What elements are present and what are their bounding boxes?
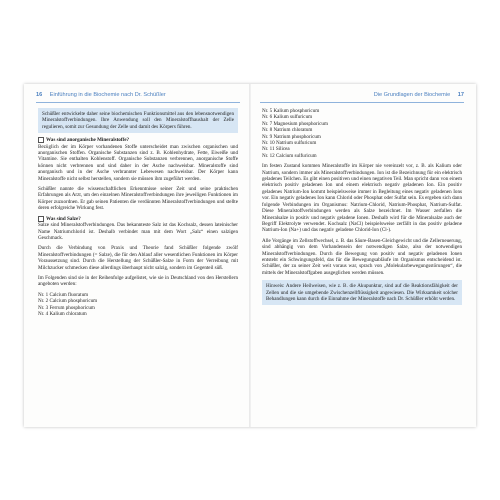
book-gutter <box>249 84 251 427</box>
right-header-rule <box>260 102 464 103</box>
list-item: Nr. 8 Natrium chloratum <box>262 127 313 134</box>
intro-box: Schüßler entwickelte daher seine biochemischen Funktionsmittel aus den lebensnotwendigen Mineralstoffverbindungen. Ihre Anwendung soll den Mineralstoffhaushalt der Zelle regulieren, somit zur Gesundung der Zelle und damit des Körpers führen. <box>38 108 238 133</box>
left-header-title: Einführung in die Biochemie nach Dr. Schüßler <box>49 92 166 98</box>
book-spread <box>24 84 476 427</box>
salt-list <box>262 108 462 159</box>
right-page-number: 17 <box>457 92 464 98</box>
right-header-title: Die Grundlagen der Biochemie <box>373 92 451 98</box>
left-page-number: 16 <box>36 92 43 98</box>
list-item: Nr. 10 Natrium sulfuricum <box>262 140 317 147</box>
list-item: Nr. 7 Magnesium phosphoricum <box>262 120 328 127</box>
list-item: Nr. 4 Kalium chloratum <box>38 310 87 317</box>
left-running-header <box>36 92 166 102</box>
left-header-rule <box>36 102 240 103</box>
salt-list <box>38 292 238 318</box>
checkbox-square-icon <box>38 137 44 143</box>
right-running-header <box>374 92 464 102</box>
checkbox-square-icon <box>38 216 44 222</box>
right-page <box>262 108 462 309</box>
list-item: Nr. 9 Natrium phosphoricum <box>262 133 321 140</box>
list-item: Nr. 6 Kalium sulfuricum <box>262 114 313 121</box>
list-item: Nr. 2 Calcium phosphoricum <box>38 298 98 305</box>
paragraph: Im Folgenden sind sie in der Reihenfolge aufgelistet, wie sie in Deutschland von den Herstellern angeboten werden: <box>38 274 238 288</box>
question-text: Was sind anorganische Mineralstoffe? <box>46 137 130 144</box>
list-item: Nr. 11 Silicea <box>262 146 290 153</box>
paragraph: Schüßler nannte die wissenschaftlichen Erkenntnisse seiner Zeit und seine praktischen Erfahrungen als Arzt, um den einzelnen Mineralstoffverbindungen ihre jeweiligen Funktionen im Körper zuzuordnen. Er gab seinen Patienten die verdünnten Mineralstoffverbindungen und stellte deren erfolgreiche Wirkung fest. <box>38 186 238 212</box>
list-item: Nr. 5 Kalium phosphoricum <box>262 108 320 114</box>
list-item: Nr. 3 Ferrum phosphoricum <box>38 304 95 311</box>
left-page <box>38 108 238 321</box>
list-item: Nr. 1 Calcium fluoratum <box>38 291 89 298</box>
paragraph: Im festen Zustand kommen Mineralstoffe im Körper nie vereinzelt vor, z. B. als Kalium oder Natrium, sondern immer als Mineralstoffverbindungen. Ion ist die Bezeichnung für ein elektrisch geladenes Teilchen. Es gibt einen positiven und einen negativen Teil. Man spricht dann von einem elektrisch positiv geladenen Ion und einem elektrisch negativ geladenen Ion. Ein positiv geladenes Natrium-Ion kommt beispielsweise immer in Begleitung eines negativ geladenen Ions vor. Ein negativ geladenes Ion kann Chlorid oder Phosphat oder Sulfat sein. Es ergeben sich dann folgende Verbindungen im Organismus: Natrium-Chlorid, Natrium-Phosphat, Natrium-Sulfat. Diese Mineralstoffverbindungen werden als Salze bezeichnet. Im Wasser zerfallen die Mineralsalze in positiv und negativ geladene Ionen. Deshalb wird für die Mineralsalze auch der Begriff Elektrolyte verwendet. Kochsalz (NaCl) beispielsweise zerfällt in das positiv geladene Natrium-Ion (Na+) und das negativ geladene Chlorid-Ion (Cl-). <box>262 163 462 234</box>
paragraph: Durch die Verbindung von Praxis und Theorie fand Schüßler folgende zwölf Mineralstoffverbindungen (= Salze), die für den Ablauf aller wesentlichen Funktionen im Körper Voraussetzung sind. Durch die Herstellung der Schüßler-Salze in Form der Verreibung mit Milchzucker schmecken diese allerdings überhaupt nicht salzig, sondern im Gegenteil süß. <box>38 245 238 271</box>
paragraph: Alle Vorgänge im Zellstoffwechsel, z. B. das Säure-Basen-Gleichgewicht und die Zellerneuerung, sind abhängig von dem Vorhandensein der notwendigen Salze, also der notwendigen Mineralstoffverbindungen. Durch die Bewegung von positiv und negativ geladenen Ionen entsteht ein Schwingungsfeld, das für die Bewegungsabläufe im Organismus entscheidend ist. Schüßler, der zu seiner Zeit weit voraus war, sprach von „Molekularbewegungsstörungen“, die mittels der Mineralstoffgaben ausgeglichen werden müssen. <box>262 237 462 276</box>
list-item: Nr. 12 Calcium sulfuricum <box>262 152 317 159</box>
hint-box: Hinweis: Andere Heilweisen, wie z. B. die Akupunktur, sind auf die Reaktionsfähigkeit der Zellen und die sie umgebende Zwischenzellflüssigkeit angewiesen. Die Wirksamkeit solcher Behandlungen kann durch die Einnahme der Mineralstoffe nach Dr. Schüßler erhöht werden. <box>262 280 462 305</box>
paragraph: Bezüglich der im Körper vorhandenen Stoffe unterscheidet man zwischen organischen und anorganischen Stoffen. Organische Substanzen sind z. B. Kohlenhydrate, Fette, Eiweiße und Vitamine. Sie enthalten Kohlenstoff. Organische Substanzen verbrennen, anorganische Stoffe können nicht verbrennen und sind daher in der Asche nachweisbar. Mineralstoffe sind anorganisch und in der Asche verbrannter Lebewesen nachweisbar. Der Körper kann Mineralstoffe nicht selbst herstellen, sondern sie müssen ihm zugeführt werden. <box>38 143 238 182</box>
question-text: Was sind Salze? <box>46 215 81 222</box>
paragraph: Salze sind Mineralstoffverbindungen. Das bekannteste Salz ist das Kochsalz, dessen lateinischer Name Natriumchlorid ist. Deshalb verbindet man mit dem Wort „Salz“ einen salzigen Geschmack. <box>38 222 238 241</box>
